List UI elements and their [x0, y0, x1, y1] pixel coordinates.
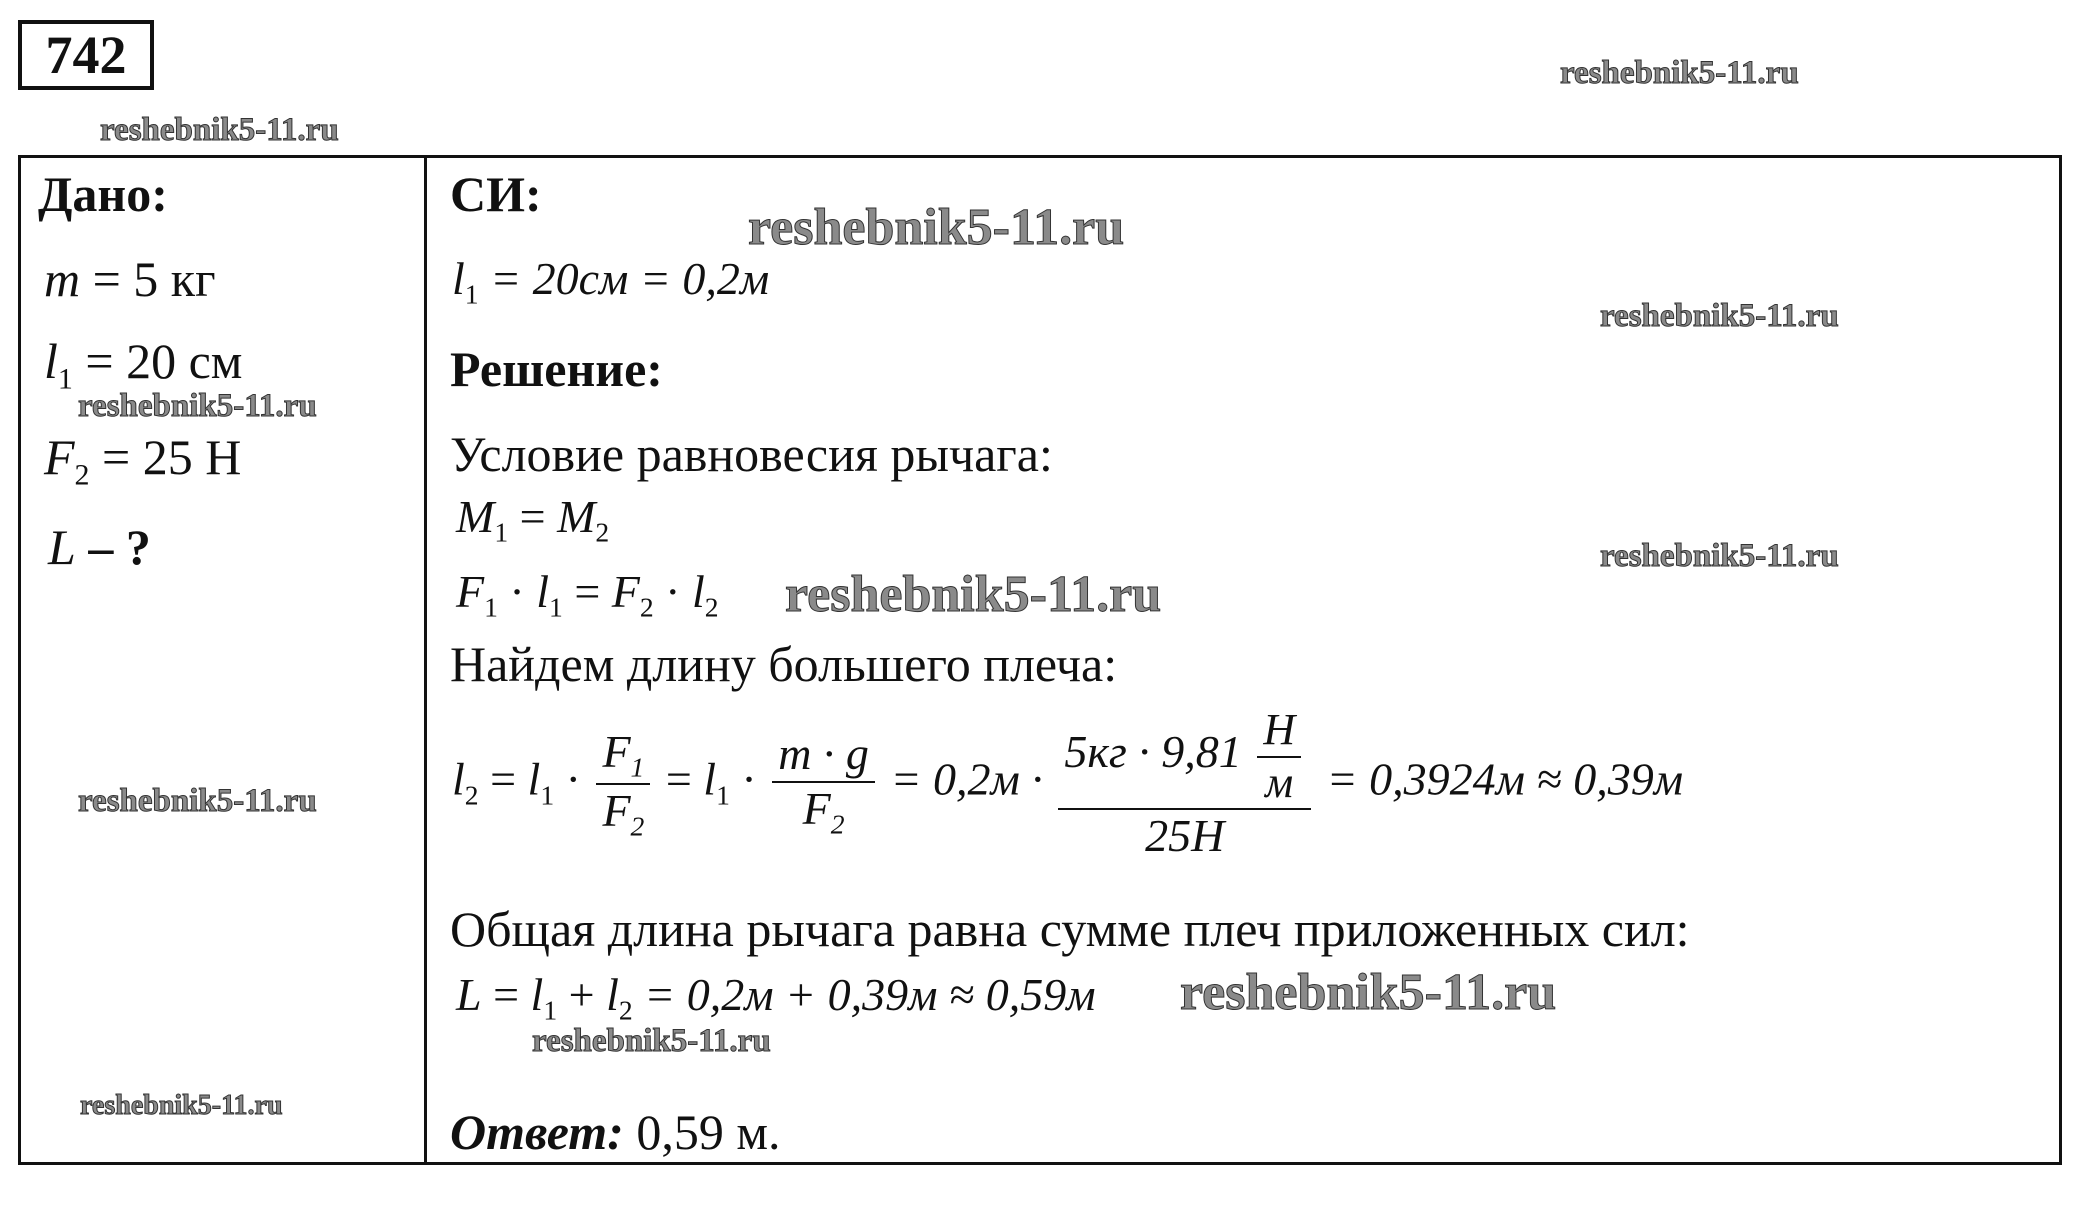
given-l1: $l_1 = 20$ см [44, 333, 243, 396]
answer: Ответ: 0,59 м. [450, 1104, 781, 1160]
fraction-unit: $\frac{Н}{м}$ [1257, 705, 1301, 808]
fraction-f1-f2: $\frac{F_1}{F_2}$ [596, 726, 650, 843]
si-heading: СИ: [450, 166, 542, 222]
watermark: reshebnik5-11.ru [1600, 538, 1839, 574]
given-mass: m = 5 кг [44, 251, 216, 307]
fraction-mg-f2: $\frac{m \cdot g}{F_2}$ [772, 728, 875, 840]
find-text: Найдем длину большего плеча: [450, 636, 1118, 692]
watermark: reshebnik5-11.ru [80, 1090, 283, 1121]
given-f2: $F_2 = 25$ Н [44, 429, 242, 492]
force-equation: $F_1 \cdot l_1 = F_2 \cdot l_2$ [456, 566, 719, 623]
watermark: reshebnik5-11.ru [532, 1023, 771, 1059]
problem-number: 742 [18, 20, 154, 90]
watermark: reshebnik5-11.ru [1560, 55, 1799, 91]
watermark: reshebnik5-11.ru [78, 388, 317, 424]
lever-arm-formula: $l_2 = l_1$ · $\frac{F_1}{F_2}$ = $l_1$ · $\frac{m \cdot g}{F_2}$ = 0,2м · 5кг · 9,81 $\frac{Н}{м}$ 25Н = 0,3924м ≈ 0,39м [452, 705, 1684, 862]
si-conversion: $l_1 = 20см = 0,2м$ [452, 253, 770, 310]
watermark: reshebnik5-11.ru [1600, 298, 1839, 334]
given-heading: Дано: [38, 166, 168, 222]
fraction-numeric: 5кг · 9,81 $\frac{Н}{м}$ 25Н [1058, 705, 1311, 863]
total-length-equation: $L = l_1 + l_2 = 0,2м + 0,39м \approx 0,59м$ [456, 969, 1096, 1026]
watermark: reshebnik5-11.ru [785, 566, 1162, 623]
watermark: reshebnik5-11.ru [748, 199, 1125, 256]
moment-equation: $M_1 = M_2$ [456, 491, 610, 548]
total-text: Общая длина рычага равна сумме плеч приложенных сил: [450, 901, 1690, 957]
solution-heading: Решение: [450, 341, 663, 397]
watermark: reshebnik5-11.ru [1180, 964, 1557, 1021]
watermark: reshebnik5-11.ru [100, 112, 339, 148]
column-divider [424, 155, 427, 1165]
condition-text: Условие равновесия рычага: [450, 426, 1053, 482]
given-find: L – ? [48, 519, 151, 575]
watermark: reshebnik5-11.ru [78, 783, 317, 819]
